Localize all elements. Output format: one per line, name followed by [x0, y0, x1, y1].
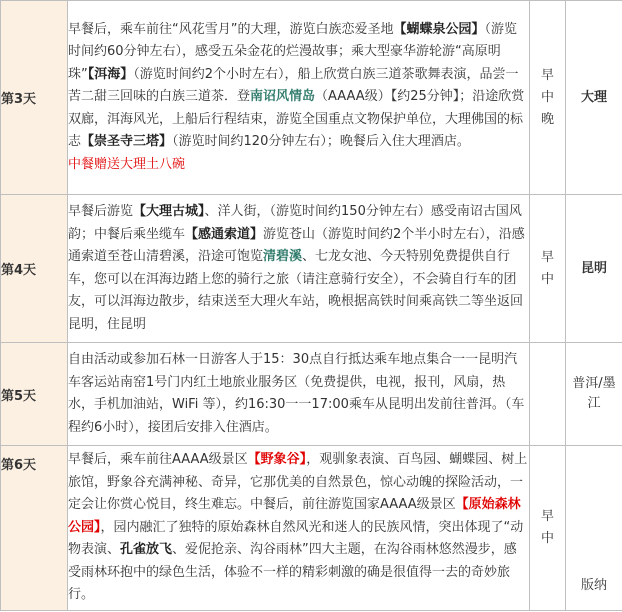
desc-text: 、洋人街，（游览时间约150分钟左右）感受南诏古国风韵；中餐后乘坐缆车 — [68, 204, 522, 242]
desc-text: ，园内融汇了独特的原始森林自然风光和迷人的民族风情，突出体现了“动物表演、 — [68, 519, 524, 558]
attraction-name: 【原始森林公园】 — [68, 497, 521, 535]
attraction-name: 【大理古城】 — [133, 204, 205, 219]
day-label: 第6天 — [1, 446, 68, 611]
desc-text: 、七龙女池、今天特别免费提供自行车，您可以在洱海边踏上您的骑行之旅（请注意骑行安全），不会骑自行车的团友，可以洱海边散步，结束送至大理火车站，晚根据高铁时间乘高铁二等坐返回昆明，住昆明 — [68, 249, 524, 332]
meals-cell — [530, 343, 566, 446]
day-label: 第4天 — [1, 195, 68, 343]
attraction-name: 【崇圣寺三塔】 — [81, 134, 173, 150]
meal-lunch: 中 — [540, 531, 554, 546]
desc-text: 游览苍山（游览时间约2个半小时左右），沿感通索道至苍山清碧溪，沿途可饱览 — [68, 226, 525, 264]
meal-breakfast: 早 — [540, 67, 554, 83]
desc-text: 自由活动或参加石林一日游客人于15：30点自行抵达乘车地点集合一一昆明汽车客运站南窑1号门内红土地旅业服务区（免费提供，电视，报刊，风扇，热水，手机加油站，WiFi 等），约16:30一一17:00乘车从昆明出发前往普洱。（车程约6小时），接团后安排入住酒店。 — [68, 352, 525, 435]
attraction-name: 【洱海】 — [87, 66, 134, 82]
attraction-name: 清碧溪 — [263, 249, 303, 264]
desc-text: （AAAA级）【约25分钟】；沿途欣赏双廊，洱海风光，上船后行程结束，游览全国重点文物保护单位，大理佛国的标志 — [68, 89, 525, 150]
hotel-city: 普洱/墨江 — [566, 343, 622, 446]
table-row — [1, 343, 622, 446]
attraction-name: 【蝴蝶泉公园】 — [393, 21, 485, 37]
day-description — [68, 195, 530, 343]
day-description — [68, 446, 530, 611]
desc-text: 、爱伲抢亲、沟谷雨林”四大主题，在沟谷雨林悠然漫步，感受雨林环抱中的绿色生活，体验不一样的精彩刺激的确是很值得一去的奇妙旅行。 — [68, 542, 517, 603]
day-description — [68, 1, 530, 195]
meals-cell — [530, 446, 566, 611]
table-row — [1, 1, 622, 195]
meals-cell — [530, 195, 566, 343]
meal-lunch: 中 — [540, 271, 554, 287]
day-label: 第3天 — [1, 1, 68, 195]
desc-text: （游览时间约2个小时左右），船上欣赏白族三道茶歌舞表演，品尝一苦二甜三回味的白族三道茶．登 — [68, 66, 519, 105]
desc-text: （游览时间约120分钟左右）；晚餐后入住大理酒店。 — [172, 134, 470, 150]
day-label: 第5天 — [1, 343, 68, 446]
table-row — [1, 195, 622, 343]
table-row — [1, 446, 622, 611]
meals-cell — [530, 1, 566, 195]
desc-text: 早餐后，乘车前往AAAA级景区 — [68, 452, 248, 468]
meal-lunch: 中 — [540, 89, 554, 105]
attraction-name: 【野象谷】 — [247, 452, 307, 468]
desc-text: （游览时间约60分钟左右），感受五朵金花的烂漫故事；乘大型豪华游轮游“高原明珠” — [68, 21, 518, 82]
day-description — [68, 343, 530, 446]
hotel-city: 大理 — [566, 1, 622, 195]
attraction-name: 【感通索道】 — [185, 226, 264, 242]
meal-breakfast: 早 — [540, 509, 554, 524]
hotel-city: 昆明 — [566, 195, 622, 343]
desc-text: 早餐后游览 — [68, 204, 134, 219]
meal-breakfast: 早 — [540, 249, 554, 265]
desc-text: ，观驯象表演、百鸟园、蝴蝶园、树上旅馆，野象谷充满神秘、奇异，它那优美的自然景色，惊心动魄的探险活动，一定会让你赏心悦目，终生难忘。中餐后，前往游览国家AAAA级景区 — [68, 452, 528, 513]
meal-note: 中餐赠送大理土八碗 — [68, 156, 186, 172]
desc-text: 早餐后，乘车前往“风花雪月”的大理，游览白族恋爱圣地 — [68, 21, 394, 37]
attraction-name: 南诏风情岛 — [250, 89, 316, 105]
meal-dinner: 晚 — [540, 111, 554, 127]
attraction-name: 孔雀放飞 — [120, 542, 173, 558]
hotel-city: 版纳 — [566, 446, 622, 611]
